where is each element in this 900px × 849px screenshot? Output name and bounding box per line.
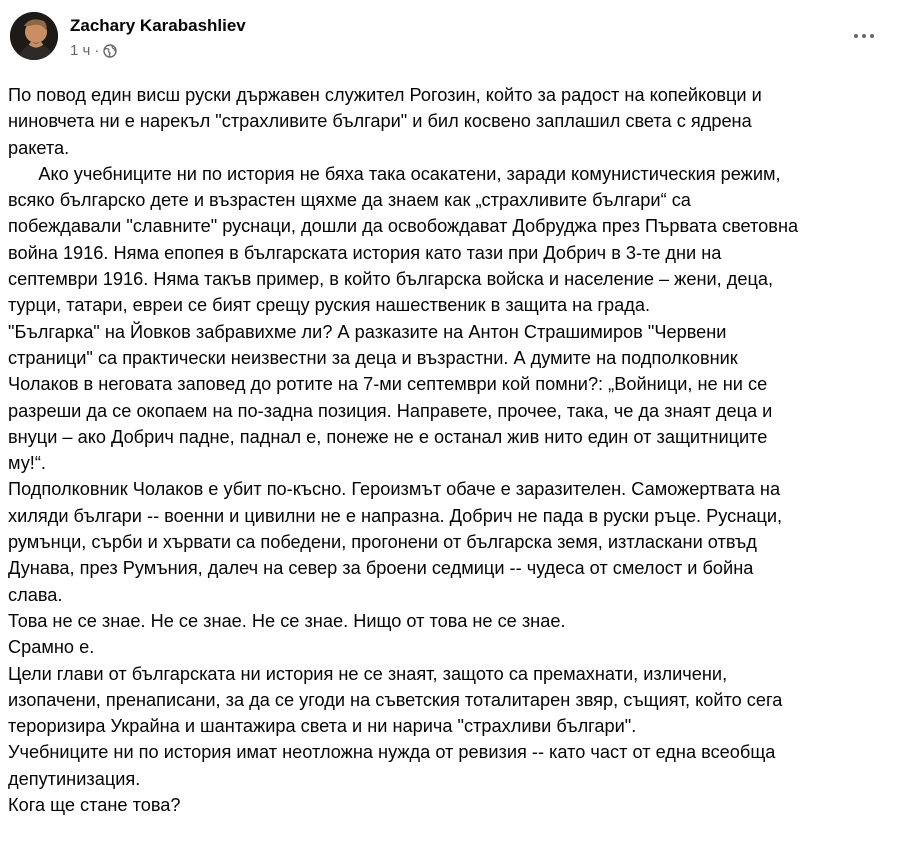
post-paragraph: Цели глави от българската ни история не се знаят, защото са премахнати, изличени, изопачени, пренаписани, за да се угоди на съветския тоталитарен звяр, същият, който сега тероризира Украйна и шантажира света и ни нарича "страхливи българи". bbox=[8, 663, 783, 737]
post-meta bbox=[70, 42, 117, 59]
post-paragraph: Това не се знае. Не се знае. Не се знае. Нищо от това не се знае. bbox=[8, 610, 566, 631]
post-time[interactable]: 1 ч bbox=[70, 42, 91, 59]
more-options-icon[interactable] bbox=[846, 24, 882, 48]
post-paragraph: По повод един висш руски държавен служител Рогозин, който за радост на копейковци и ниновчета ни е нарекъл "страхливите българи" и бил косвено заплашил света с ядрена ракета. bbox=[8, 85, 762, 158]
avatar[interactable] bbox=[10, 12, 58, 60]
post-paragraph: Подполковник Чолаков е убит по-късно. Героизмът обаче е заразителен. Саможертвата на хиляди българи -- военни и цивилни не е напразна. Добрич не пада в руски ръце. Руснаци, румънци, сърби и хървати са победени, прогонени от българска земя, изтласкани отвъд Дунава, през Румъния, далеч на север за броени седмици -- чудеса от смелост и бойна слава. bbox=[8, 479, 783, 605]
post-paragraph: Срамно е. bbox=[8, 637, 95, 658]
post-paragraph: Кога ще стане това? bbox=[8, 795, 181, 816]
author-name[interactable]: Zachary Karabashliev bbox=[70, 16, 246, 35]
avatar-image bbox=[10, 12, 58, 60]
globe-icon[interactable] bbox=[103, 44, 117, 58]
post-paragraph: "Българка" на Йовков забравихме ли? А разказите на Антон Страшимиров "Червени страници" са практически неизвестни за деца и възрастни. А думите на подполковник Чолаков в неговата заповед до ротите на 7-ми септември кой помни?: „Войници, не ни се разреши да се окопаем на по-задна позиция. Направете, прочее, така, че да знаят деца и внуци – ако Добрич падне, паднал е, понеже не е останал жив нито един от защитниците му!“. bbox=[8, 321, 773, 474]
post-paragraph: Учебниците ни по история имат неотложна нужда от ревизия -- като част от една всеобща депутинизация. bbox=[8, 742, 776, 789]
post-paragraph: Ако учебниците ни по история не бяха така осакатени, заради комунистическия режим, всяко българско дете и възрастен щяхме да знаем как „страхливите българи“ са побеждавали "славните" руснаци, дошли да освобождават Добруджа през Първата световна война 1916. Няма епопея в българската история като тази при Добрич в 3-те дни на септември 1916. Няма такъв пример, в който българска войска и население – жени, деца, турци, татари, евреи се бият срещу руския нашественик в защита на града. bbox=[8, 163, 799, 316]
post-header bbox=[10, 10, 890, 74]
meta-separator: · bbox=[94, 42, 100, 59]
post-body bbox=[8, 82, 888, 818]
